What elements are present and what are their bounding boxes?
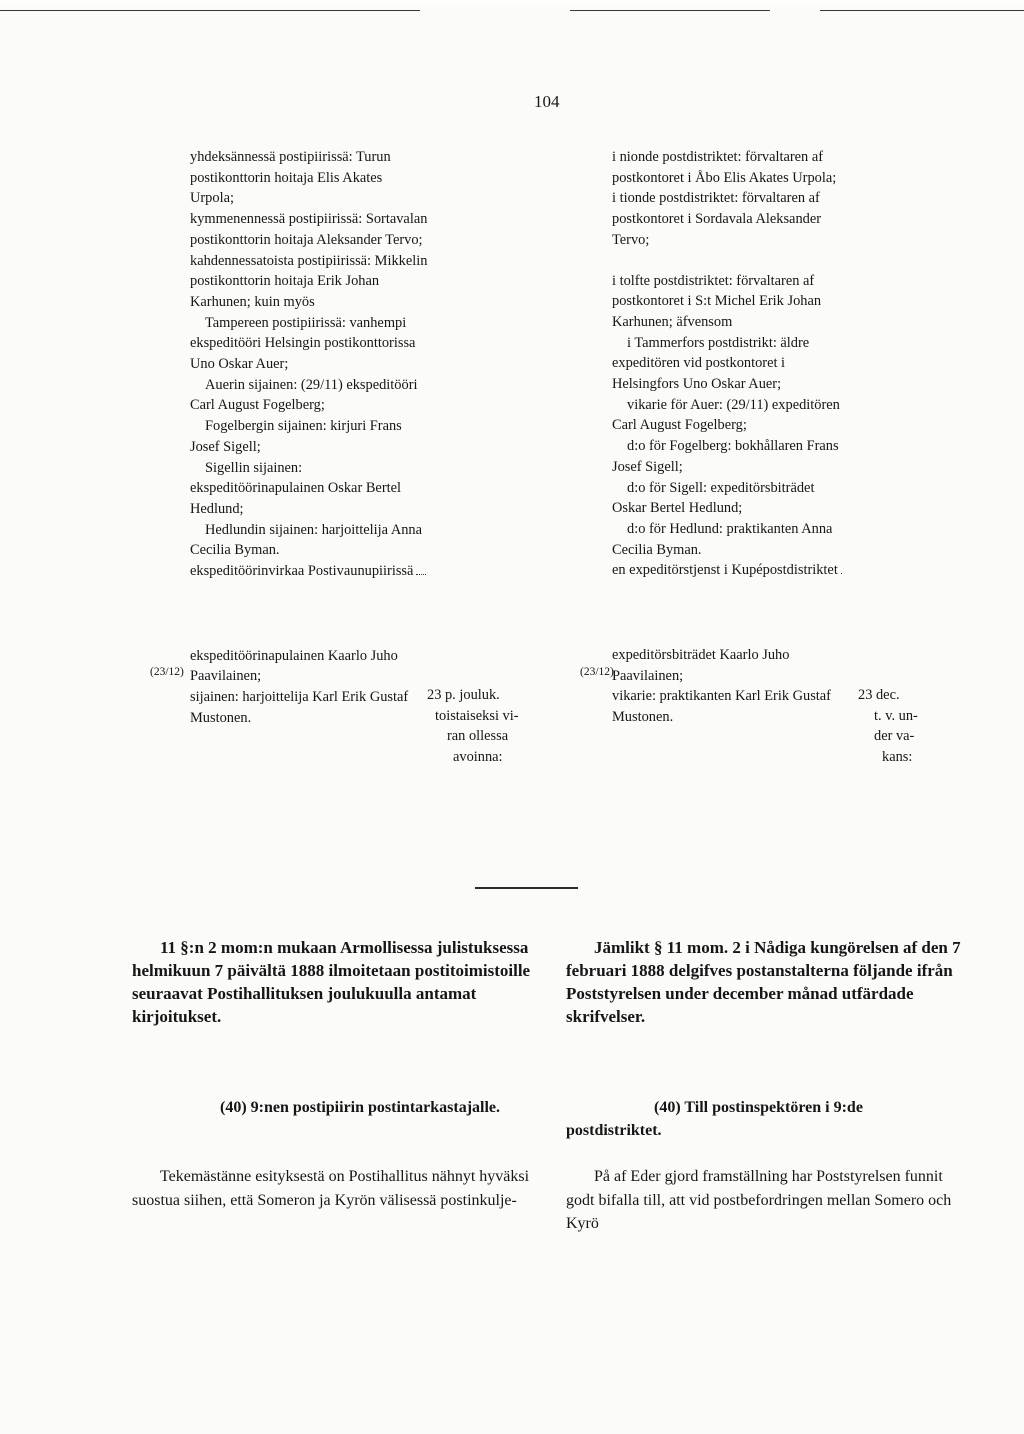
paragraph: vikarie för Auer: (29/11) expeditören Carl August Fogelberg; <box>612 396 840 434</box>
date-line: avoinna: <box>453 749 503 766</box>
dot-leader <box>841 573 842 574</box>
vacancy-entry <box>190 561 428 582</box>
letter-body-swedish <box>566 1165 961 1236</box>
vacancy-entry-text: en expeditörstjenst i Kupépostdistriktet <box>612 562 838 579</box>
date-line: der va- <box>874 728 915 745</box>
paragraph: expeditörsbiträdet Kaarlo Juho Paavilainen; <box>612 647 790 684</box>
paragraph: vikarie: praktikanten Karl Erik Gustaf Mustonen. <box>612 688 831 726</box>
paragraph: Sigellin sijainen: ekspeditöörinapulainen Oskar Bertel Hedlund; <box>190 459 401 517</box>
paragraph: i Tammerfors postdistrikt: äldre expeditören vid postkontoret i Helsingfors Uno Oskar Auer; <box>612 334 810 393</box>
date-column-left <box>427 685 533 768</box>
intro-swedish <box>566 936 961 1028</box>
body-text: På af Eder gjord framställning har Poststyrelsen funnit godt bifalla till, att vid postbefordringen mellan Somero och Kyrö <box>566 1168 952 1232</box>
paragraph: ekspeditöörinapulainen Kaarlo Juho Paavilainen; <box>190 647 398 685</box>
letter-heading-swedish <box>566 1096 961 1142</box>
letter-heading-finnish <box>132 1096 532 1119</box>
paragraph: yhdeksännessä postipiirissä: Turun postikonttorin hoitaja Elis Akates Urpola; <box>190 149 391 207</box>
paragraph: d:o för Fogelberg: bokhållaren Frans Josef Sigell; <box>612 438 839 475</box>
vacancy-entry-text: ekspeditöörinvirkaa Postivaunupiirissä <box>190 563 414 580</box>
paragraph: i tolfte postdistriktet: förvaltaren af postkontoret i S:t Michel Erik Johan Karhunen; äfvensom <box>612 272 822 330</box>
date-margin-note-left: (23/12) <box>150 666 184 678</box>
paragraph: sijainen: harjoittelija Karl Erik Gustaf Mustonen. <box>190 689 409 726</box>
letter-body-finnish <box>132 1165 532 1212</box>
paragraph: Hedlundin sijainen: harjoittelija Anna Cecilia Byman. <box>190 521 423 559</box>
paragraph: Fogelbergin sijainen: kirjuri Frans Josef Sigell; <box>190 418 402 455</box>
date-line: 23 p. jouluk. <box>427 687 500 703</box>
paragraph: i nionde postdistriktet: förvaltaren af postkontoret i Åbo Elis Akates Urpola; <box>612 149 837 186</box>
paragraph: Tampereen postipiirissä: vanhempi ekspeditööri Helsingin postikonttorissa Uno Oskar Auer; <box>190 314 416 373</box>
top-border-rule <box>0 10 1024 11</box>
paragraph: kahdennessatoista postipiirissä: Mikkelin postikonttorin hoitaja Erik Johan Karhunen; kuin myös <box>190 252 428 310</box>
paragraph: i tionde postdistriktet: förvaltaren af postkontoret i Sordavala Aleksander Tervo; <box>612 190 822 248</box>
vacancy-entry <box>612 560 844 581</box>
date-margin-note-right: (23/12) <box>580 666 614 678</box>
swedish-appointments-column <box>612 147 844 728</box>
heading-text: (40) Till postinspektören i 9:de postdistriktet. <box>566 1099 863 1139</box>
paragraph: kymmenennessä postipiirissä: Sortavalan postikonttorin hoitaja Aleksander Tervo; <box>190 211 428 248</box>
date-line: 23 dec. <box>858 687 900 703</box>
paragraph: Auerin sijainen: (29/11) ekspeditööri Carl August Fogelberg; <box>190 376 418 414</box>
section-separator <box>475 887 578 889</box>
heading-text: (40) 9:nen postipiirin postintarkastajalle. <box>220 1099 501 1116</box>
finnish-appointments-column <box>190 147 428 729</box>
intro-finnish <box>132 936 532 1028</box>
date-line: toistaiseksi vi- <box>435 707 519 724</box>
body-text: Tekemästänne esityksestä on Postihallitus nähnyt hyväksi suostua siihen, että Someron ja Kyrön välisessä postinkulje- <box>132 1168 530 1209</box>
page-number: 104 <box>534 92 560 111</box>
date-line: kans: <box>882 749 913 766</box>
intro-text: 11 §:n 2 mom:n mukaan Armollisessa julistuksessa helmikuun 7 päivältä 1888 ilmoitetaan postitoimistoille seuraavat Postihallituksen joulukuulla antamat kirjoitukset. <box>132 938 531 1026</box>
date-column-right <box>858 685 928 768</box>
date-line: t. v. un- <box>874 707 918 724</box>
paragraph: d:o för Sigell: expeditörsbiträdet Oskar Bertel Hedlund; <box>612 479 815 517</box>
intro-text: Jämlikt § 11 mom. 2 i Nådiga kungörelsen af den 7 februari 1888 delgifves postanstalterna följande ifrån Poststyrelsen under december månad utfärdade skrifvelser. <box>566 938 961 1026</box>
dot-leader <box>416 574 426 575</box>
date-line: ran ollessa <box>447 728 509 745</box>
paragraph: d:o för Hedlund: praktikanten Anna Cecilia Byman. <box>612 520 833 558</box>
